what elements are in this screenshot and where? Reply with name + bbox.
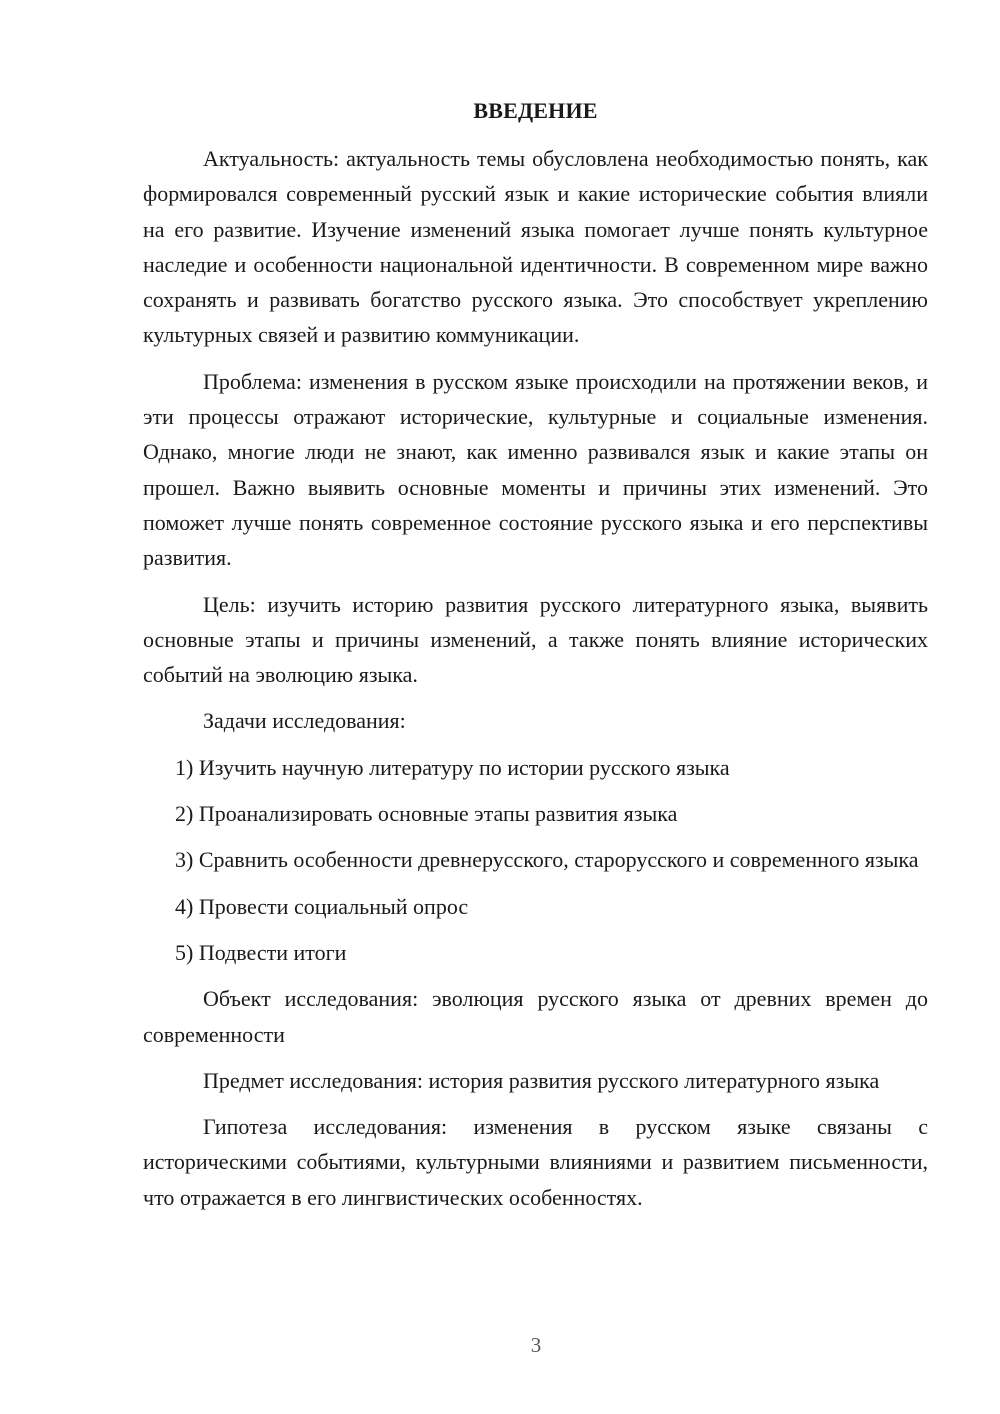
tasks-heading: Задачи исследования:: [203, 708, 406, 734]
task-item: 4) Провести социальный опрос: [175, 893, 469, 919]
task-item: 3) Сравнить особенности древнерусского, старорусского и современного языка: [175, 847, 919, 873]
object-paragraph: Объект исследования: эволюция русского языка от древних времен до современности: [143, 986, 928, 1047]
page-number: 3: [530, 1333, 542, 1357]
hypothesis-paragraph: Гипотеза исследования: изменения в русском языке связаны с историческими событиями, культурными влияниями и развитием письменности, что отражается в его лингвистических особенностях.: [143, 1114, 928, 1210]
problem-paragraph: Проблема: изменения в русском языке происходили на протяжении веков, и эти процессы отражают исторические, культурные и социальные изменения. Однако, многие люди не знают, как именно развивался язык и какие этапы он прошел. Важно выявить основные моменты и причины этих изменений. Это поможет лучше понять современное состояние русского языка и его перспективы развития.: [143, 368, 928, 571]
document-body: [143, 95, 928, 1215]
section-title: ВВЕДЕНИЕ: [473, 98, 598, 123]
relevance-paragraph: Актуальность: актуальность темы обусловлена необходимостью понять, как формировался современный русский язык и какие исторические события влияли на его развитие. Изучение изменений языка помогает лучше понять культурное наследие и особенности национальной идентичности. В современном мире важно сохранять и развивать богатство русского языка. Это способствует укреплению культурных связей и развитию коммуникации.: [143, 146, 928, 348]
task-item: 1) Изучить научную литературу по истории русского языка: [175, 754, 730, 780]
subject-paragraph: Предмет исследования: история развития русского литературного языка: [203, 1067, 880, 1093]
task-item: 2) Проанализировать основные этапы развития языка: [175, 801, 678, 827]
task-item: 5) Подвести итоги: [175, 939, 347, 965]
goal-paragraph: Цель: изучить историю развития русского литературного языка, выявить основные этапы и причины изменений, а также понять влияние исторических событий на эволюцию языка.: [143, 591, 928, 688]
